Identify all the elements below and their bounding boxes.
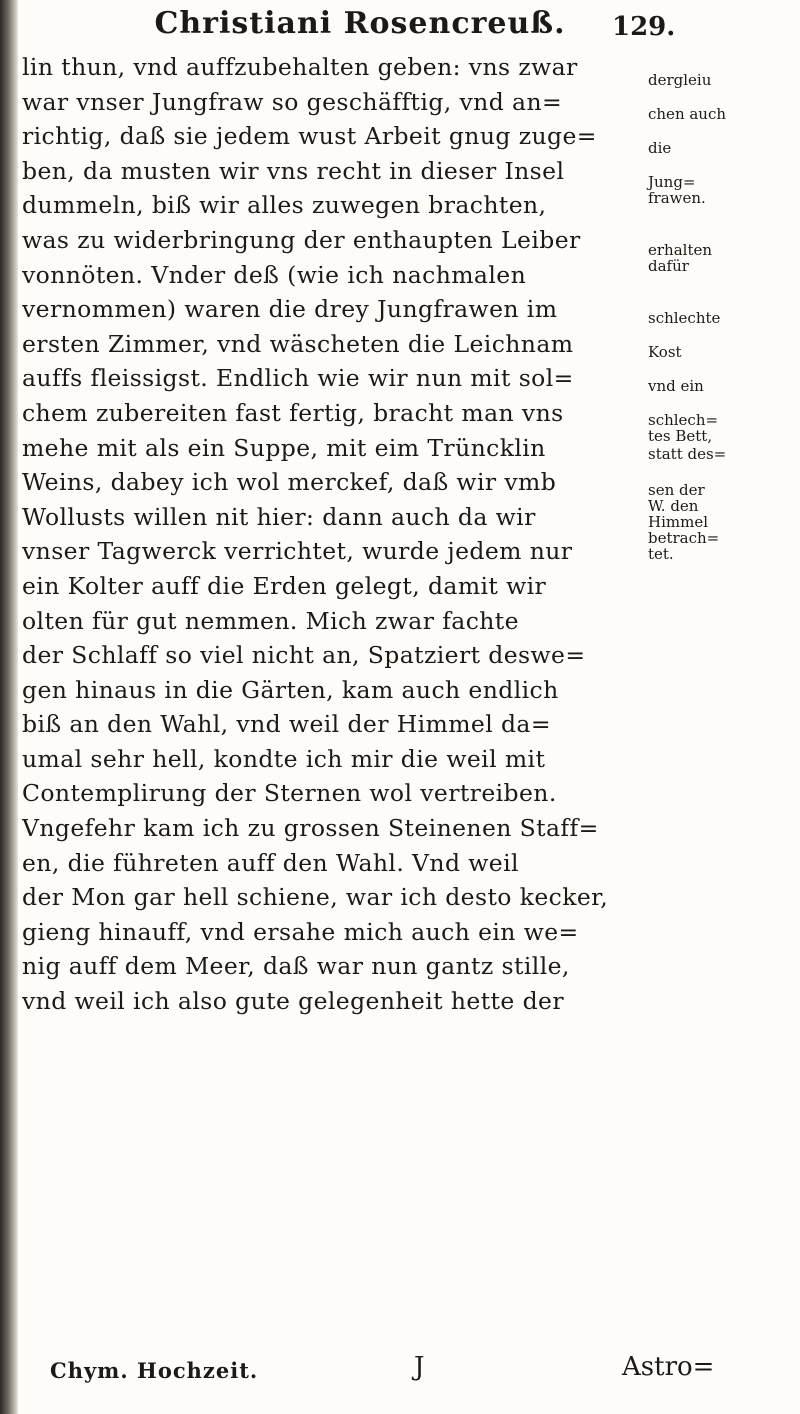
text-line: olten für gut nemmen. Mich zwar fachte bbox=[22, 606, 519, 635]
text-line: ein Kolter auff die Erden gelegt, damit wir bbox=[22, 571, 547, 600]
margin-note: erhalten bbox=[648, 241, 713, 259]
text-line: dummeln, biß wir alles zuwegen brachten, bbox=[22, 191, 547, 220]
signature-mark: J bbox=[414, 1352, 425, 1382]
margin-note: frawen. bbox=[648, 189, 706, 207]
text-line: richtig, daß sie jedem wust Arbeit gnug zuge= bbox=[22, 122, 597, 151]
margin-note: dafür bbox=[648, 257, 689, 275]
catchword: Astro= bbox=[622, 1352, 715, 1382]
margin-note: tes Bett, bbox=[648, 427, 713, 445]
text-line: ben, da musten wir vns recht in dieser Insel bbox=[22, 156, 565, 185]
margin-note: sen der bbox=[648, 481, 705, 499]
text-line: Contemplirung der Sternen wol vertreiben. bbox=[22, 779, 557, 808]
margin-note: tet. bbox=[648, 545, 674, 563]
text-line: gieng hinauff, vnd ersahe mich auch ein we= bbox=[22, 917, 579, 946]
page-header bbox=[0, 6, 800, 54]
text-line: ersten Zimmer, vnd wäscheten die Leichnam bbox=[22, 329, 574, 358]
running-title: Christiani Rosencreuß. bbox=[154, 6, 566, 41]
text-line: vnser Tagwerck verrichtet, wurde jedem nur bbox=[22, 537, 573, 566]
main-text bbox=[22, 50, 712, 1019]
text-line: auffs fleissigst. Endlich wie wir nun mit sol= bbox=[22, 364, 574, 393]
text-line: mehe mit als ein Suppe, mit eim Trüncklin bbox=[22, 433, 546, 462]
margin-note: statt des= bbox=[648, 445, 727, 463]
text-line: Weins, dabey ich wol merckef, daß wir vmb bbox=[22, 468, 557, 497]
text-line: en, die führeten auff den Wahl. Vnd weil bbox=[22, 848, 519, 877]
margin-note: schlechte bbox=[648, 309, 721, 327]
footer-short-title: Chym. Hochzeit. bbox=[50, 1358, 259, 1383]
text-line: Wollusts willen nit hier: dann auch da wir bbox=[22, 502, 536, 531]
text-line: vnd weil ich also gute gelegenheit hette der bbox=[22, 987, 564, 1016]
text-line: biß an den Wahl, vnd weil der Himmel da= bbox=[22, 710, 551, 739]
text-line: chem zubereiten fast fertig, bracht man vns bbox=[22, 398, 564, 427]
page-footer bbox=[22, 1352, 715, 1388]
text-line: Vngefehr kam ich zu grossen Steinenen Staff= bbox=[22, 814, 599, 843]
margin-note: Kost bbox=[648, 343, 682, 361]
text-line: der Schlaff so viel nicht an, Spatziert deswe= bbox=[22, 641, 586, 670]
margin-note: Himmel bbox=[648, 513, 708, 531]
margin-note: betrach= bbox=[648, 529, 720, 547]
margin-note: Jung= bbox=[648, 173, 696, 191]
page-number: 129. bbox=[612, 12, 676, 42]
margin-note: schlech= bbox=[648, 411, 719, 429]
margin-note: die bbox=[648, 139, 672, 157]
text-line: war vnser Jungfraw so geschäfftig, vnd an= bbox=[22, 87, 563, 116]
text-line: gen hinaus in die Gärten, kam auch endlich bbox=[22, 675, 559, 704]
margin-note: chen auch bbox=[648, 105, 727, 123]
text-line: vonnöten. Vnder deß (wie ich nachmalen bbox=[22, 260, 527, 289]
text-line: was zu widerbringung der enthaupten Leiber bbox=[22, 225, 581, 254]
binding-gutter bbox=[0, 0, 18, 1414]
text-line: nig auff dem Meer, daß war nun gantz stille, bbox=[22, 952, 570, 981]
text-line: umal sehr hell, kondte ich mir die weil mit bbox=[22, 744, 546, 773]
margin-note: vnd ein bbox=[648, 377, 704, 395]
text-line: vernommen) waren die drey Jungfrawen im bbox=[22, 295, 558, 324]
margin-note: W. den bbox=[648, 497, 699, 515]
margin-note: dergleiu bbox=[648, 71, 712, 89]
text-line: lin thun, vnd auffzubehalten geben: vns zwar bbox=[22, 53, 578, 81]
text-line: der Mon gar hell schiene, war ich desto kecker, bbox=[22, 883, 609, 912]
